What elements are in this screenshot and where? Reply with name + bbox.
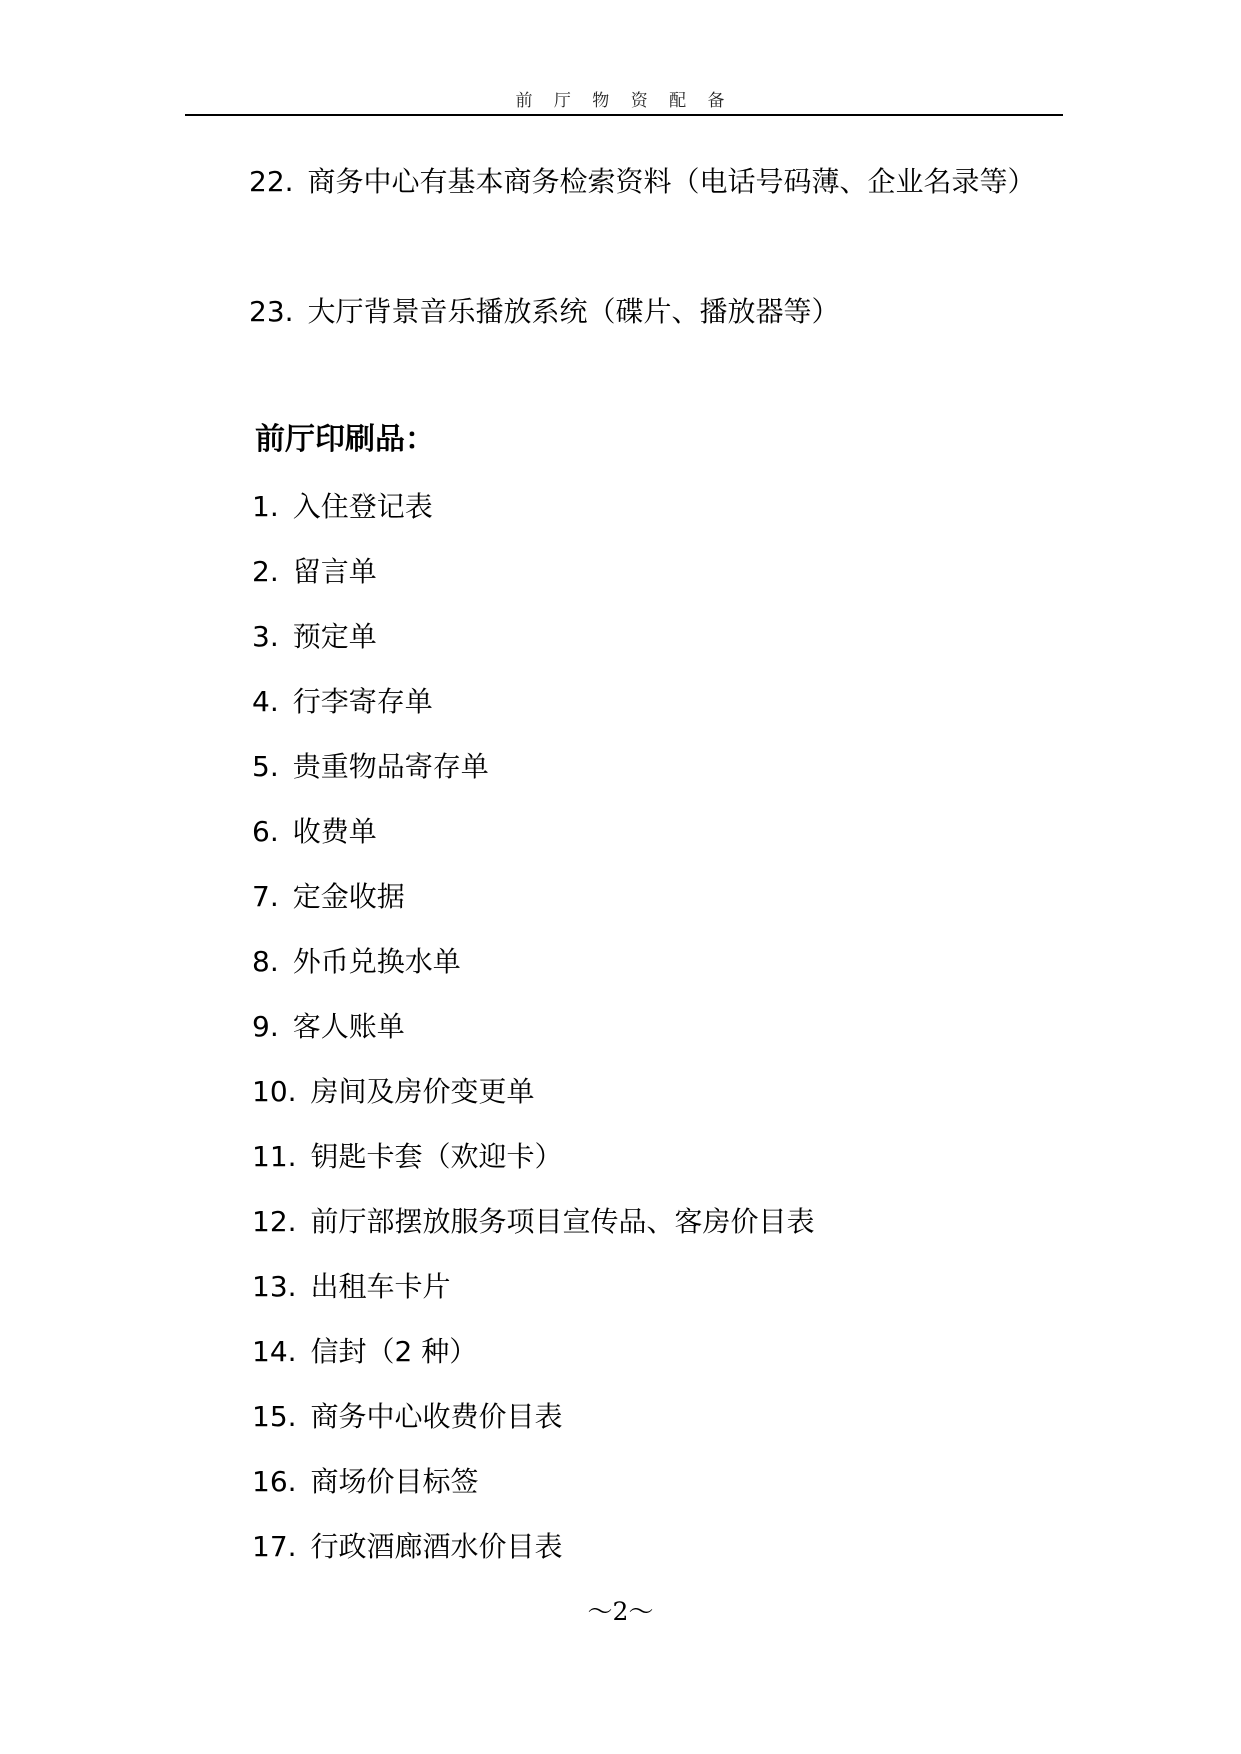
list-item-number: 3. bbox=[252, 620, 279, 653]
list-item-text: 行李寄存单 bbox=[292, 685, 433, 718]
list-item-text: 外币兑换水单 bbox=[292, 945, 461, 978]
section-heading: 前厅印刷品： bbox=[255, 422, 435, 457]
list-item bbox=[252, 1201, 815, 1266]
list-item bbox=[252, 1071, 815, 1136]
list-item bbox=[252, 1006, 815, 1071]
list-item-text: 客人账单 bbox=[292, 1010, 405, 1043]
list-item-number: 16. bbox=[252, 1465, 297, 1498]
list-item bbox=[252, 876, 815, 941]
intro-item-23 bbox=[185, 280, 1065, 344]
list-item-text: 定金收据 bbox=[292, 880, 405, 913]
list-item-text: 行政酒廊酒水价目表 bbox=[310, 1530, 563, 1563]
list-item-text: 收费单 bbox=[292, 815, 377, 848]
intro-item-22 bbox=[185, 150, 1065, 214]
list-item bbox=[252, 1396, 815, 1461]
list-item bbox=[252, 1461, 815, 1526]
list-item bbox=[252, 486, 815, 551]
list-item-number: 9. bbox=[252, 1010, 279, 1043]
list-item bbox=[252, 811, 815, 876]
list-item-number: 6. bbox=[252, 815, 279, 848]
list-item-text: 留言单 bbox=[292, 555, 377, 588]
list-item-number: 5. bbox=[252, 750, 279, 783]
list-item-number: 4. bbox=[252, 685, 279, 718]
list-item bbox=[252, 551, 815, 616]
page-number: ～2～ bbox=[587, 1597, 654, 1626]
list-item-text: 钥匙卡套（欢迎卡） bbox=[310, 1140, 563, 1173]
list-item-text: 商场价目标签 bbox=[310, 1465, 479, 1498]
list-item-number: 2. bbox=[252, 555, 279, 588]
header-divider bbox=[185, 114, 1063, 116]
list-item-text: 前厅部摆放服务项目宣传品、客房价目表 bbox=[310, 1205, 815, 1238]
list-item-number: 1. bbox=[252, 490, 279, 523]
list-item-text: 入住登记表 bbox=[292, 490, 433, 523]
list-item-number: 10. bbox=[252, 1075, 297, 1108]
list-item bbox=[252, 941, 815, 1006]
list-item bbox=[252, 1331, 815, 1396]
page-header-title: 前 厅 物 资 配 备 bbox=[515, 91, 733, 111]
list-item-number: 14. bbox=[252, 1335, 297, 1368]
list-item-number: 8. bbox=[252, 945, 279, 978]
list-item-number: 15. bbox=[252, 1400, 297, 1433]
list-item-text: 预定单 bbox=[292, 620, 377, 653]
list-item bbox=[252, 681, 815, 746]
list-item-text: 房间及房价变更单 bbox=[310, 1075, 535, 1108]
list-item bbox=[252, 746, 815, 811]
intro-item-text: 大厅背景音乐播放系统（碟片、播放器等） bbox=[307, 295, 840, 328]
list-item-number: 17. bbox=[252, 1530, 297, 1563]
intro-item-number: 22. bbox=[249, 165, 294, 198]
list-item bbox=[252, 616, 815, 681]
list-item-text: 商务中心收费价目表 bbox=[310, 1400, 563, 1433]
printed-materials-list bbox=[252, 486, 815, 1591]
intro-item-number: 23. bbox=[249, 295, 294, 328]
intro-item-text: 商务中心有基本商务检索资料（电话号码薄、企业名录等） bbox=[307, 165, 1036, 198]
list-item-text: 贵重物品寄存单 bbox=[292, 750, 489, 783]
list-item bbox=[252, 1526, 815, 1591]
list-item-number: 7. bbox=[252, 880, 279, 913]
list-item-text: 出租车卡片 bbox=[310, 1270, 451, 1303]
list-item bbox=[252, 1266, 815, 1331]
list-item-number: 12. bbox=[252, 1205, 297, 1238]
list-item-number: 11. bbox=[252, 1140, 297, 1173]
list-item bbox=[252, 1136, 815, 1201]
list-item-number: 13. bbox=[252, 1270, 297, 1303]
list-item-text: 信封（2 种） bbox=[310, 1335, 478, 1368]
